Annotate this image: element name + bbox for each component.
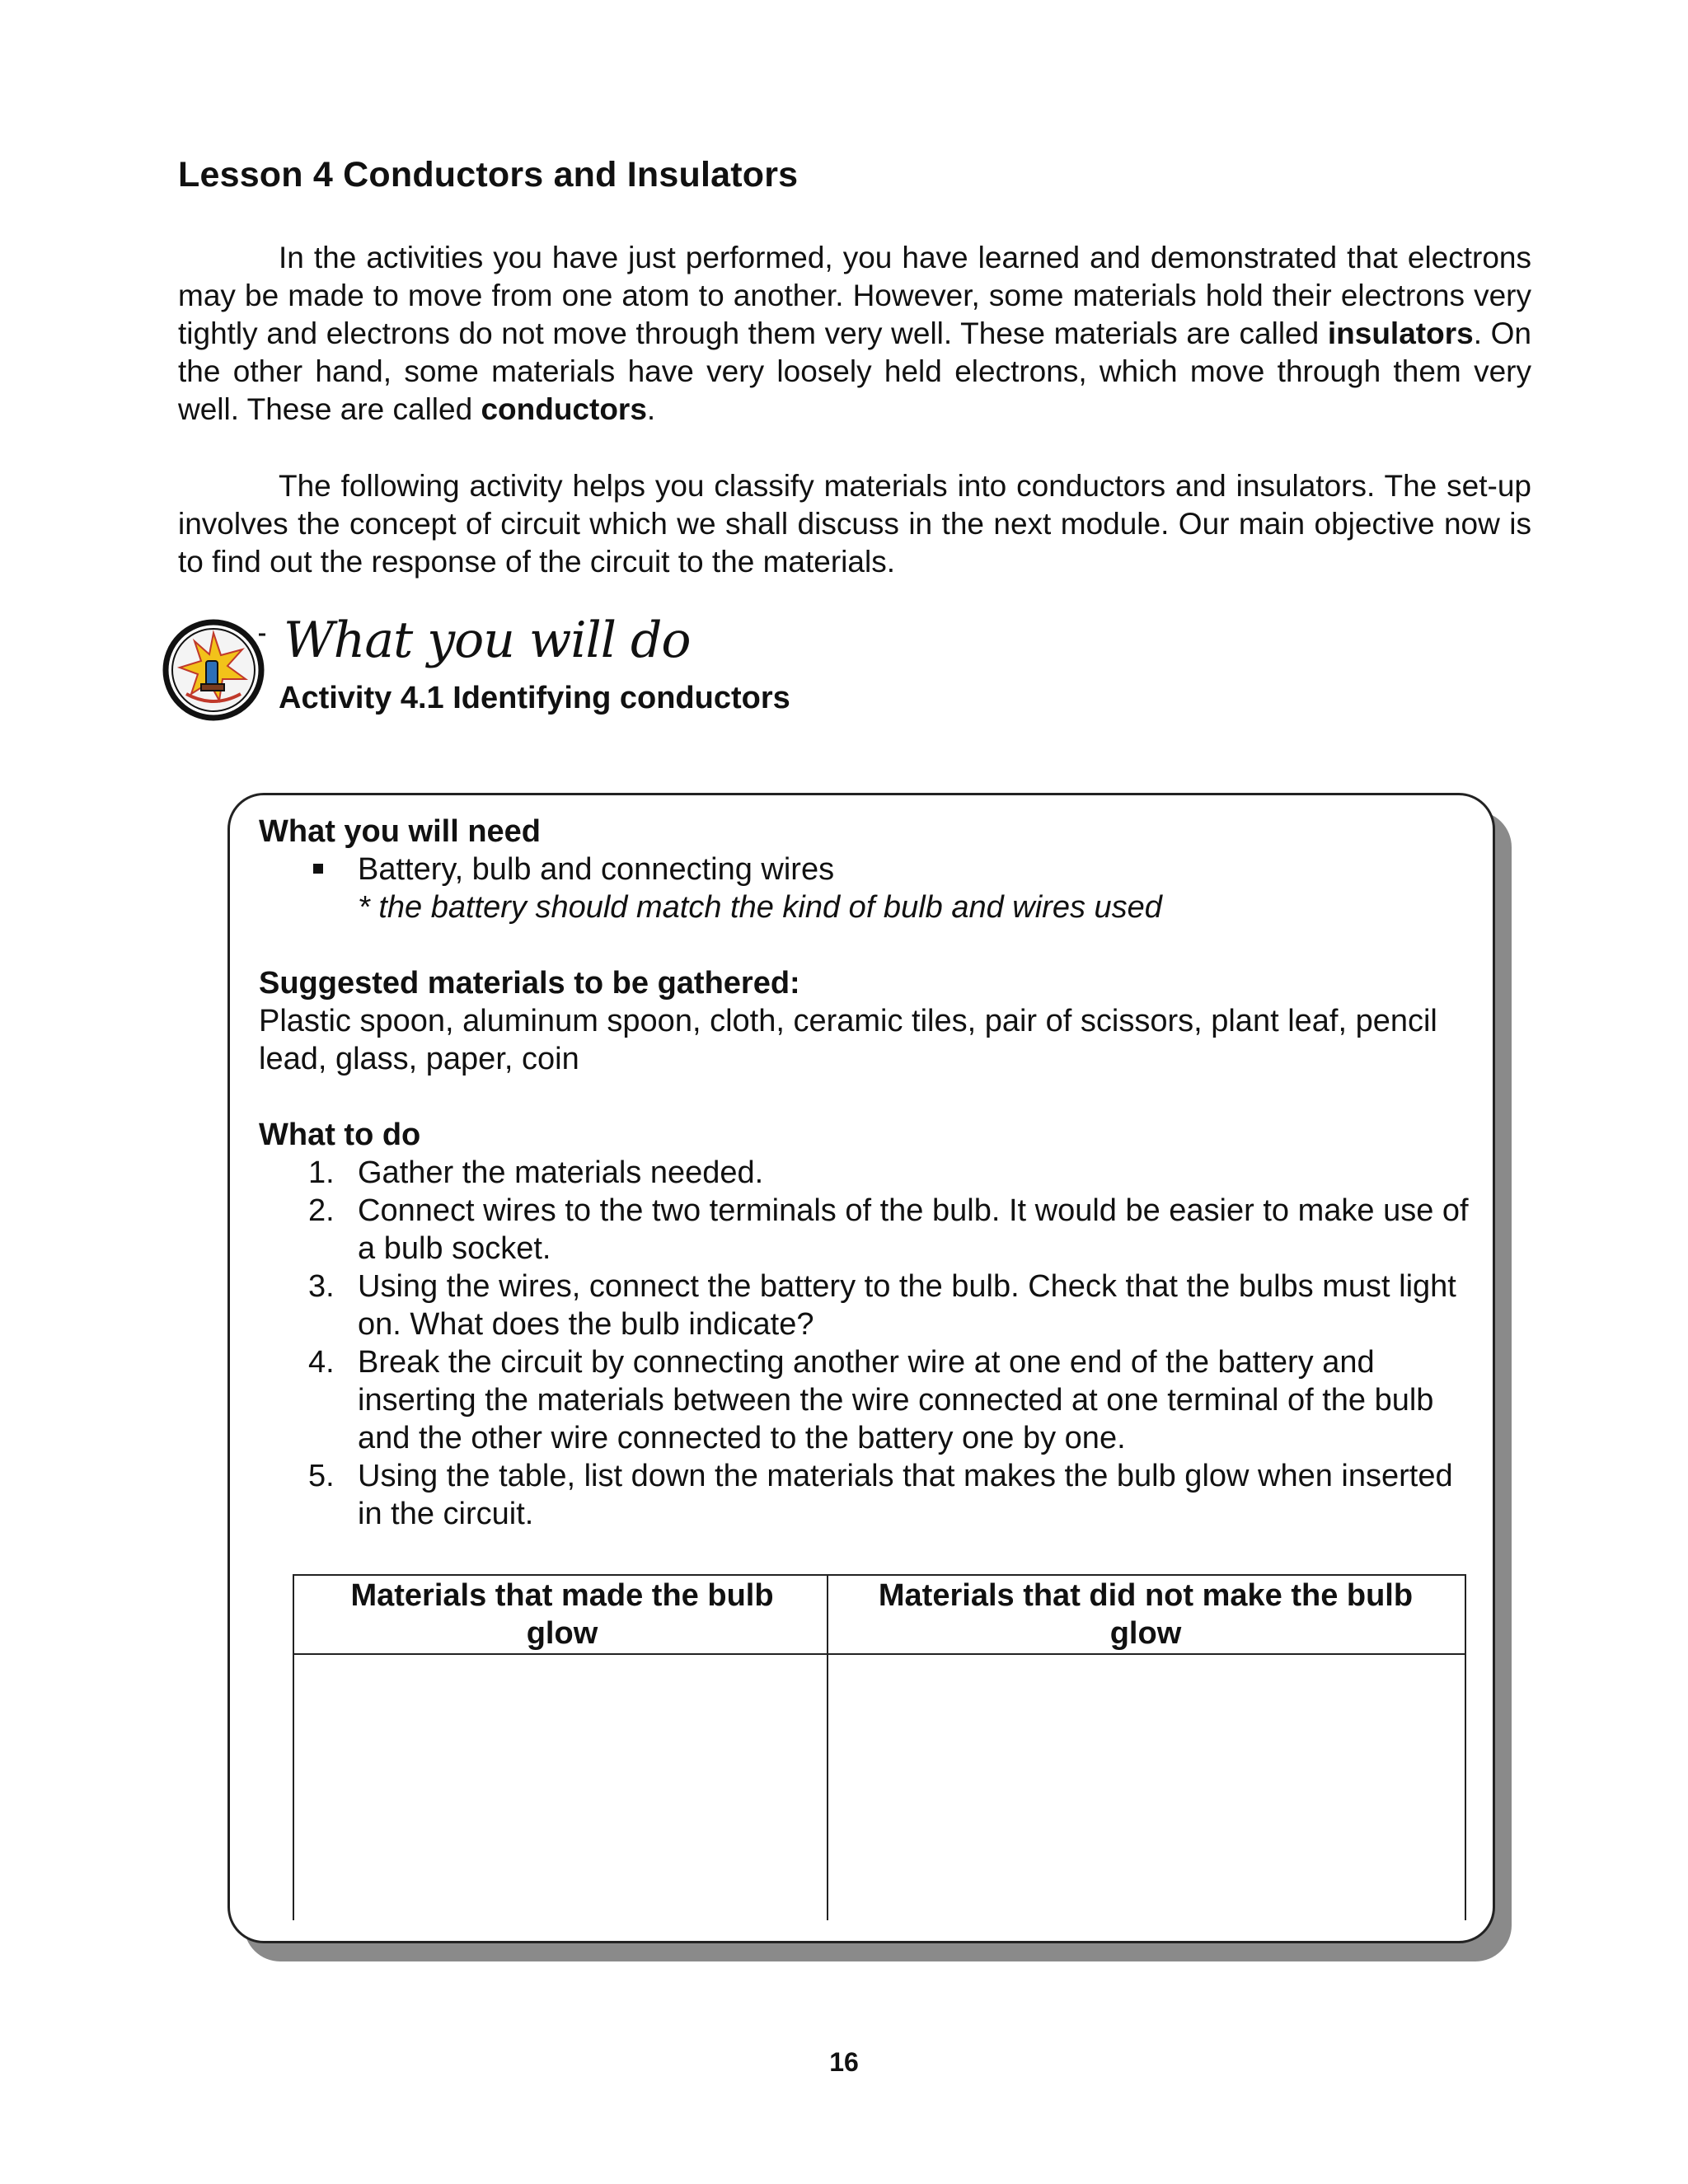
intro-text-2: . On the other hand, some materials have very loosely held electrons, which move through them very well. These are called	[178, 316, 1531, 426]
what-you-will-do-header: What you will do	[284, 612, 691, 669]
step-item	[259, 1457, 1479, 1533]
step-number: 4.	[308, 1345, 335, 1380]
table-column-divider	[827, 1576, 828, 1920]
step-number: 1.	[308, 1155, 335, 1190]
insulators-term: insulators	[1327, 316, 1474, 350]
step-item	[259, 1268, 1479, 1343]
step-number: 5.	[308, 1459, 335, 1493]
activity-intro-paragraph: The following activity helps you classify materials into conductors and insulators. The set-up involves the concept of circuit which we shall discuss in the next module. Our main objective now is to find out the response of the circuit to the materials.	[178, 469, 1531, 579]
step-item	[259, 1343, 1479, 1457]
science-activity-icon	[162, 618, 265, 722]
table-header-glow: Materials that made the bulb glow	[350, 1578, 774, 1651]
need-item-text: Battery, bulb and connecting wires	[358, 852, 835, 887]
step-number: 3.	[308, 1269, 335, 1304]
step-text: Using the table, list down the materials that makes the bulb glow when inserted in the circuit.	[358, 1459, 1453, 1531]
step-text: Gather the materials needed.	[358, 1155, 764, 1190]
steps-list	[259, 1154, 1479, 1533]
need-note: * the battery should match the kind of bulb and wires used	[358, 890, 1162, 925]
need-heading: What you will need	[259, 814, 542, 849]
step-text: Using the wires, connect the battery to the bulb. Check that the bulbs must light on. What does the bulb indicate?	[358, 1269, 1456, 1342]
intro-text-1: In the activities you have just performed, you have learned and demonstrated that electrons may be made to move from one atom to another. However, some materials hold their electrons very tightly and electrons do not move through them very well. These materials are called	[178, 241, 1531, 350]
table-header-divider	[294, 1653, 1465, 1655]
table-header-no-glow: Materials that did not make the bulb glow	[878, 1578, 1414, 1651]
need-item	[259, 851, 1479, 888]
materials-text: Plastic spoon, aluminum spoon, cloth, ceramic tiles, pair of scissors, plant leaf, pencil lead, glass, paper, coin	[259, 1004, 1437, 1076]
lesson-title: Lesson 4 Conductors and Insulators	[178, 155, 799, 194]
step-item	[259, 1192, 1479, 1268]
page-number: 16	[829, 2047, 859, 2077]
step-item	[259, 1154, 1479, 1192]
activity-title: Activity 4.1 Identifying conductors	[279, 681, 790, 715]
step-text: Break the circuit by connecting another wire at one end of the battery and inserting the materials between the wire connected at one terminal of the bulb and the other wire connected to the battery one by one.	[358, 1345, 1434, 1455]
materials-heading: Suggested materials to be gathered:	[259, 966, 800, 1001]
todo-heading: What to do	[259, 1118, 421, 1152]
conductors-term: conductors	[481, 392, 647, 426]
activity-content	[259, 813, 1479, 1533]
step-text: Connect wires to the two terminals of the bulb. It would be easier to make use of a bulb socket.	[358, 1193, 1469, 1266]
step-number: 2.	[308, 1193, 335, 1228]
materials-table	[293, 1574, 1466, 1920]
intro-paragraph	[178, 239, 1531, 429]
bullet-icon	[313, 864, 323, 874]
intro-text-3: .	[646, 392, 656, 426]
